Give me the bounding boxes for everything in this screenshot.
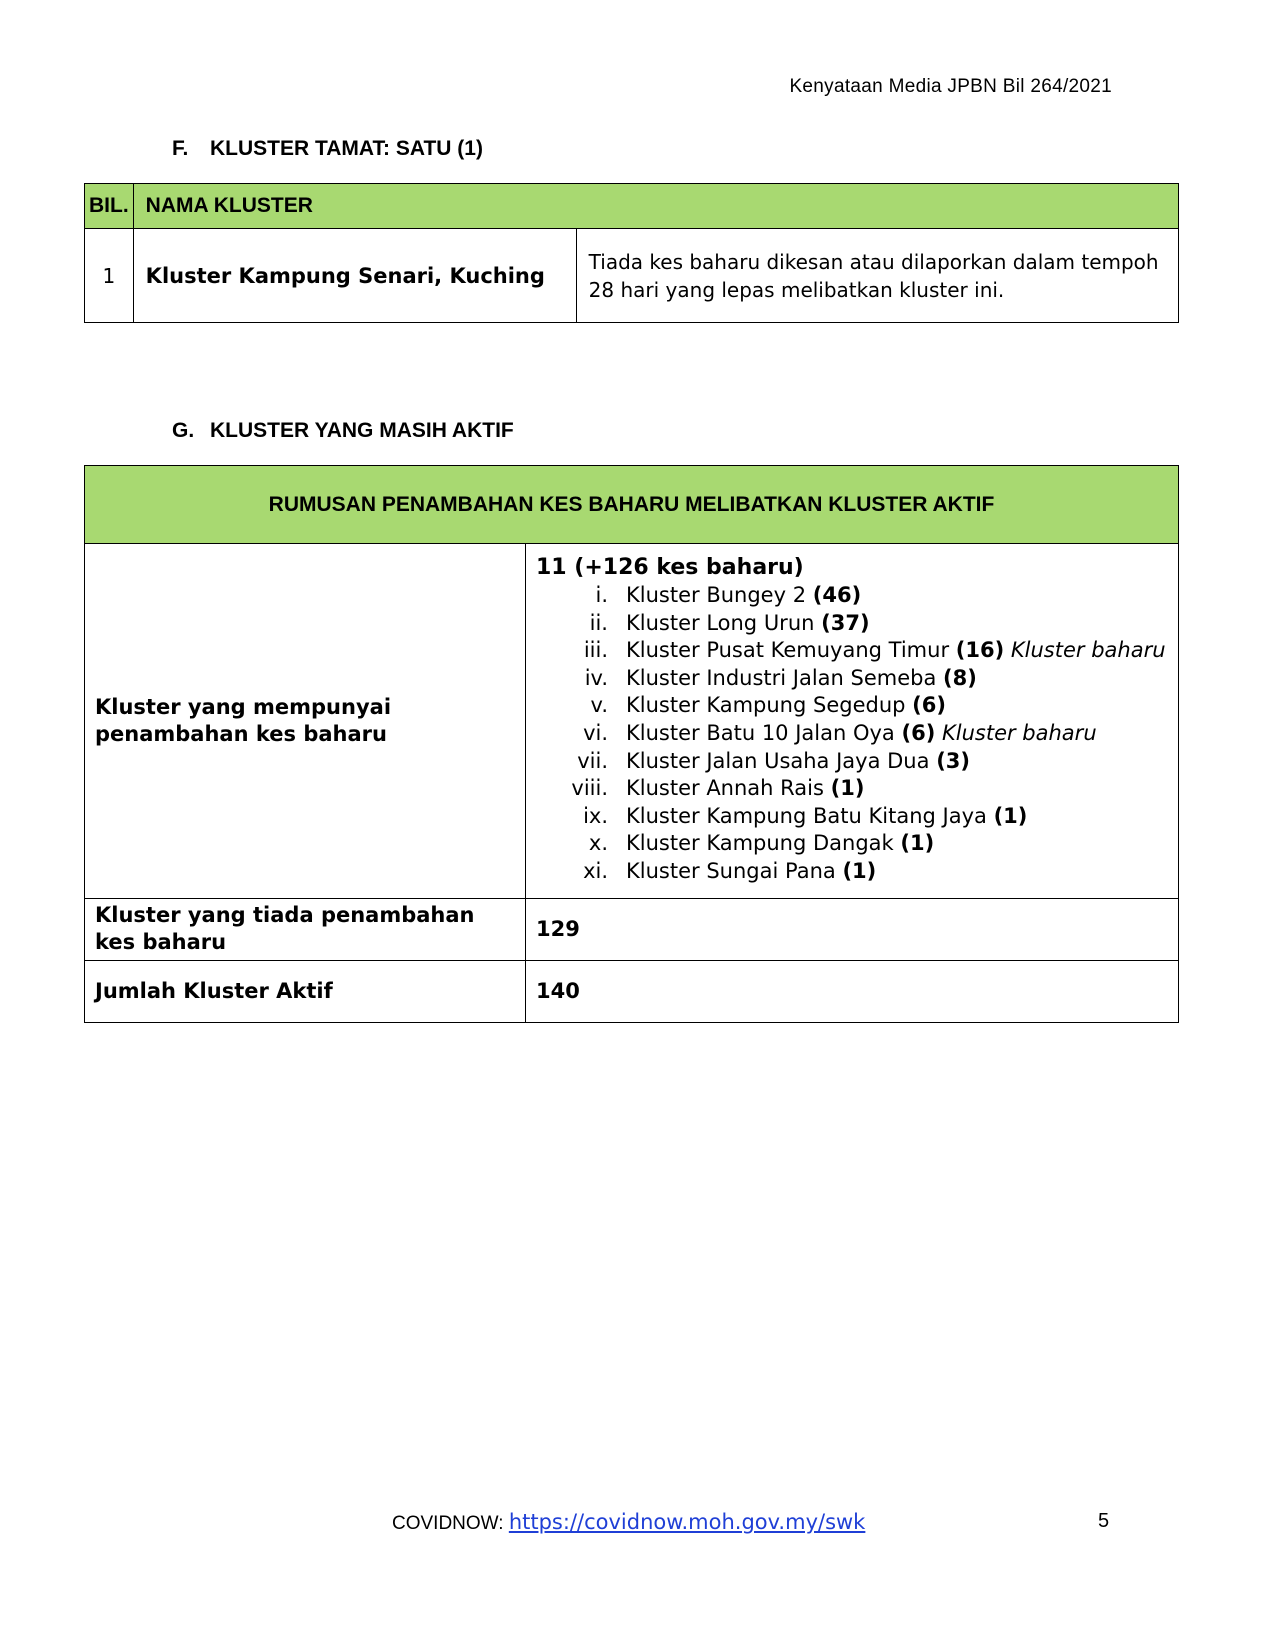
section-f-letter: F. (172, 137, 189, 160)
cluster-case-count: (6) (901, 720, 936, 745)
list-item (536, 610, 1168, 638)
page-number: 5 (1098, 1510, 1110, 1532)
cluster-name: Kluster Jalan Usaha Jaya Dua (626, 748, 930, 773)
total-active-label: Jumlah Kluster Aktif (85, 960, 526, 1022)
active-cluster-table (84, 465, 1179, 1023)
section-g-letter: G. (172, 419, 195, 442)
table-row (85, 898, 1179, 960)
list-item-numeral: viii. (571, 776, 608, 801)
cluster-case-count: (1) (900, 831, 935, 856)
list-item-numeral: i. (595, 583, 608, 607)
cluster-case-count: (37) (821, 610, 870, 635)
section-f-heading (172, 137, 483, 161)
cluster-case-count: (6) (912, 693, 946, 718)
cluster-case-count: (46) (812, 583, 862, 607)
new-cluster-tag: Kluster baharu (941, 720, 1097, 745)
column-header-bil: BIL. (85, 184, 134, 229)
table-row (85, 960, 1179, 1022)
list-item-body (626, 582, 861, 610)
list-item-numeral: x. (588, 831, 608, 856)
cluster-name: Kluster Kampung Batu Kitang Jaya (626, 803, 987, 828)
list-item-body (626, 803, 1027, 831)
list-item-body (626, 748, 970, 776)
cluster-name: Kluster Batu 10 Jalan Oya (626, 720, 895, 745)
list-item-body (626, 610, 870, 638)
list-item (536, 720, 1168, 748)
list-item (536, 665, 1168, 693)
section-g-title: KLUSTER YANG MASIH AKTIF (210, 419, 514, 442)
list-item-numeral: vi. (583, 720, 608, 745)
row-description: Tiada kes baharu dikesan atau dilaporkan dalam tempoh 28 hari yang lepas melibatkan kluster ini. (576, 229, 1178, 323)
cluster-case-count: (16) (955, 638, 1005, 663)
new-cases-label: Kluster yang mempunyai penambahan kes baharu (85, 544, 526, 899)
covidnow-link[interactable]: https://covidnow.moh.gov.my/swk (508, 1510, 866, 1534)
list-item-body (626, 692, 946, 720)
list-item (536, 830, 1168, 858)
list-item (536, 582, 1168, 610)
new-cases-cell (526, 544, 1179, 899)
list-item-numeral: iii. (583, 638, 608, 663)
list-item-numeral: v. (590, 693, 608, 718)
list-item-numeral: ix. (583, 803, 608, 828)
cluster-case-count: (1) (842, 858, 877, 883)
new-cluster-tag: Kluster baharu (1010, 638, 1166, 663)
cluster-name: Kluster Long Urun (626, 610, 815, 635)
list-item-body (626, 637, 1166, 665)
column-header-nama-kluster: NAMA KLUSTER (133, 184, 1178, 229)
no-new-cases-label: Kluster yang tiada penambahan kes baharu (85, 898, 526, 960)
row-cluster-name: Kluster Kampung Senari, Kuching (133, 229, 576, 323)
cluster-name: Kluster Pusat Kemuyang Timur (626, 638, 950, 663)
cluster-case-count: (8) (943, 665, 977, 690)
cluster-name: Kluster Bungey 2 (626, 583, 807, 607)
cluster-name: Kluster Industri Jalan Semeba (626, 665, 937, 690)
cluster-name: Kluster Annah Rais (626, 776, 824, 801)
new-cases-summary: 11 (+126 kes baharu) (536, 555, 804, 580)
section-f-title: KLUSTER TAMAT: SATU (1) (210, 137, 483, 160)
cluster-case-count: (1) (830, 776, 865, 801)
cluster-name: Kluster Sungai Pana (626, 858, 836, 883)
cluster-name: Kluster Kampung Segedup (626, 693, 906, 718)
list-item (536, 637, 1168, 665)
list-item-body (626, 665, 977, 693)
total-active-value: 140 (526, 960, 1179, 1022)
footer (392, 1510, 865, 1535)
section-g-heading (172, 419, 514, 443)
no-new-cases-value: 129 (526, 898, 1179, 960)
cluster-case-count: (3) (936, 748, 970, 773)
active-table-title: RUMUSAN PENAMBAHAN KES BAHARU MELIBATKAN KLUSTER AKTIF (85, 466, 1179, 544)
table-row (85, 229, 1179, 323)
cluster-case-count: (1) (993, 803, 1028, 828)
table-row (85, 544, 1179, 899)
list-item (536, 803, 1168, 831)
cluster-list (536, 582, 1168, 886)
cluster-name: Kluster Kampung Dangak (626, 831, 894, 856)
list-item (536, 858, 1168, 886)
list-item-body (626, 775, 864, 803)
ended-table-header-row (85, 184, 1179, 229)
list-item (536, 748, 1168, 776)
ended-cluster-table (84, 183, 1179, 323)
list-item-numeral: xi. (583, 858, 608, 883)
list-item-body (626, 858, 876, 886)
list-item-numeral: iv. (584, 665, 608, 690)
footer-prefix: COVIDNOW: (392, 1513, 509, 1534)
list-item-body (626, 720, 1097, 748)
list-item (536, 775, 1168, 803)
list-item-numeral: vii. (577, 748, 608, 773)
list-item-body (626, 830, 934, 858)
list-item (536, 692, 1168, 720)
active-table-header-row (85, 466, 1179, 544)
document-reference: Kenyataan Media JPBN Bil 264/2021 (789, 76, 1112, 97)
row-bil: 1 (85, 229, 134, 323)
list-item-numeral: ii. (589, 610, 608, 635)
